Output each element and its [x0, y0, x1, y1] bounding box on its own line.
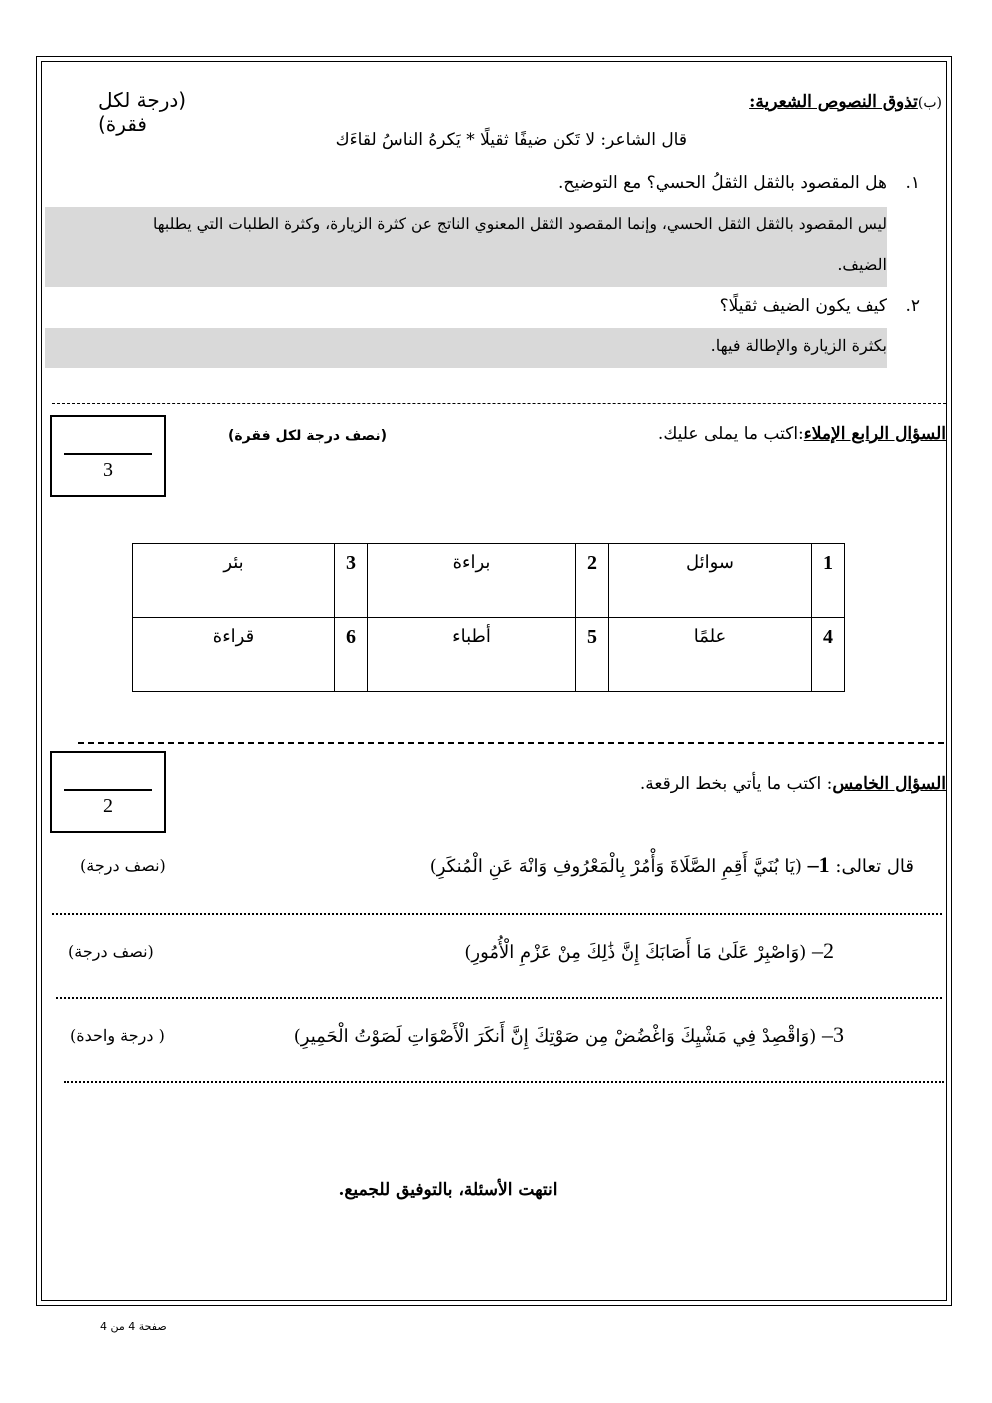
q4-header: [546, 424, 946, 444]
separator-2: [78, 742, 944, 744]
dictation-table: [132, 543, 845, 692]
q4-title: السؤال الرابع الإملاء: [803, 424, 946, 444]
separator-1: [52, 403, 946, 404]
q5-item2-text: (وَاصْبِرْ عَلَىٰ مَا أَصَابَكَ إِنَّ ذَٰلِكَ مِنْ عَزْمِ الْأُمُورِ): [464, 942, 807, 963]
section-b-title: تذوق النصوص الشعرية:: [749, 92, 918, 112]
q5-instruction: : اكتب ما يأتي بخط الرقعة.: [639, 774, 833, 794]
q4-instruction: :اكتب ما يملى عليك.: [657, 424, 804, 444]
writing-line-3: [64, 1081, 944, 1083]
cell-word: أطباء: [368, 618, 576, 692]
table-row: [133, 618, 845, 692]
q5-title: السؤال الخامس: [832, 774, 946, 794]
q4-score: 3: [103, 459, 113, 481]
cell-word: بئر: [133, 544, 335, 618]
q2-number: ٢.: [905, 296, 920, 316]
cell-number: 3: [335, 544, 368, 618]
q5-score: 2: [103, 795, 113, 817]
page-number: صفحة 4 من 4: [100, 1320, 167, 1333]
cell-number: 6: [335, 618, 368, 692]
q5-item3-number: 3–: [822, 1022, 844, 1047]
q1-text: هل المقصود بالثقل الثقلُ الحسي؟ مع التوضيح.: [557, 173, 887, 193]
q5-score-box: [50, 751, 166, 833]
q5-item3-grade: ( درجة واحدة): [70, 1026, 165, 1045]
section-b-header: [542, 92, 942, 112]
q2-text: كيف يكون الضيف ثقيلًا؟: [719, 296, 887, 316]
cell-number: 1: [812, 544, 845, 618]
q5-intro: قال تعالى:: [835, 856, 914, 877]
cell-word: سوائل: [609, 544, 812, 618]
cell-number: 4: [812, 618, 845, 692]
cell-number: 2: [576, 544, 609, 618]
cell-number: 5: [576, 618, 609, 692]
q4-grade-note: (نصف درجة لكل فقرة): [228, 428, 388, 444]
q1-number: ١.: [905, 173, 920, 193]
q4-score-box: [50, 415, 166, 497]
poet-line: قال الشاعر: لا تَكن ضيفًا ثقيلًا * يَكرهُ الناسُ لقاءَك: [335, 130, 687, 150]
q5-item1: [394, 852, 914, 878]
writing-line-1: [52, 913, 942, 915]
q5-item1-number: 1–: [807, 852, 830, 877]
q5-item1-text: (يَا بُنَيَّ أَقِمِ الصَّلَاةَ وَأْمُرْ بِالْمَعْرُوفِ وَانْهَ عَنِ الْمُنكَرِ): [429, 856, 802, 877]
section-b-label: (ب): [917, 95, 942, 111]
answer1-line2: الضيف.: [837, 255, 887, 274]
q5-item2-number: 2–: [812, 938, 834, 963]
writing-line-2: [56, 997, 942, 999]
q5-item2: [374, 938, 834, 964]
answer1-line1: ليس المقصود بالثقل الثقل الحسي، وإنما المقصود الثقل المعنوي الناتج عن كثرة الزيارة، وكثرة الطلبات التي يطلبها: [153, 215, 887, 233]
section-b-grade-note: (درجة لكل فقرة): [98, 88, 187, 136]
q5-item3-text: (وَاقْصِدْ فِي مَشْيِكَ وَاغْضُضْ مِن صَوْتِكَ إِنَّ أَنكَرَ الْأَصْوَاتِ لَصَوْتُ الْحَمِيرِ): [293, 1026, 817, 1047]
closing-text: انتهت الأسئلة، بالتوفيق للجميع.: [338, 1180, 558, 1200]
q5-header: [546, 774, 946, 794]
cell-word: علمًا: [609, 618, 812, 692]
cell-word: قراءة: [133, 618, 335, 692]
q5-item2-grade: (نصف درجة): [68, 942, 154, 961]
q5-item1-grade: (نصف درجة): [80, 856, 166, 875]
q5-item3: [244, 1022, 844, 1048]
answer2-text: بكثرة الزيارة والإطالة فيها.: [710, 336, 887, 355]
cell-word: براءة: [368, 544, 576, 618]
table-row: [133, 544, 845, 618]
